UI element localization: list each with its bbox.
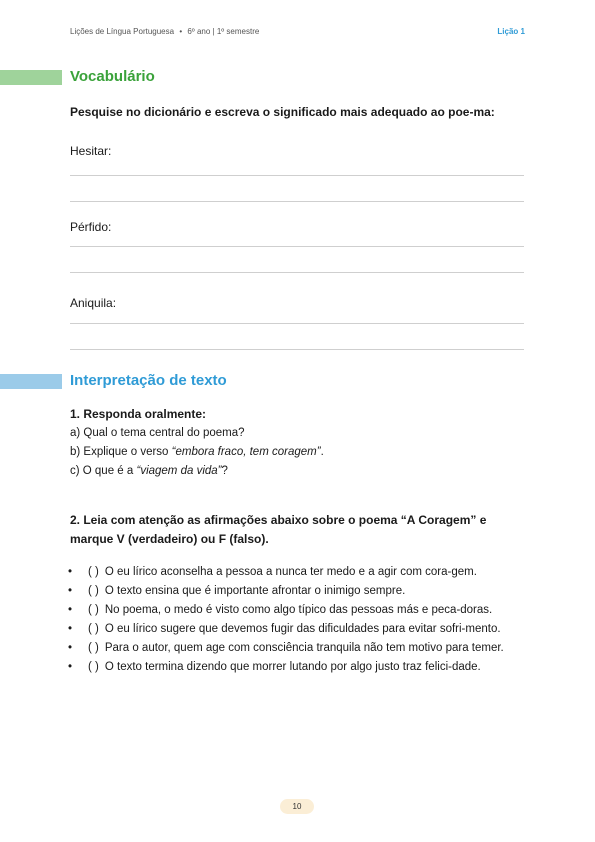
header-lesson: Lição 1 [497,27,525,36]
list-item [68,658,528,677]
question-1b [70,446,324,458]
answer-line[interactable] [70,323,524,324]
list-item [68,639,528,658]
answer-parentheses[interactable]: ( ) [88,661,99,673]
statement-text: O texto termina dizendo que morrer lutando por algo justo traz felici-dade. [104,661,481,673]
vocabulary-section-bar [0,70,62,85]
question-1b-text: b) Explique o verso [70,446,172,458]
question-1c [70,465,228,477]
statement-text: Para o autor, quem age com consciência tranquila não tem motivo para temer. [104,642,504,654]
question-1c-quote: “viagem da vida” [136,465,222,477]
answer-parentheses[interactable]: ( ) [88,566,99,578]
bullet-icon: • [68,566,73,578]
question-2-title: 2. Leia com atenção as afirmações abaixo sobre o poema “A Coragem” e marque V (verdadeiro) ou F (falso). [70,513,487,546]
vocabulary-instruction: Pesquise no dicionário e escreva o significado mais adequado ao poe-ma: [70,105,495,119]
answer-parentheses[interactable]: ( ) [88,604,99,616]
word-aniquila: Aniquila: [70,296,117,310]
answer-line[interactable] [70,272,524,273]
question-1b-quote: “embora fraco, tem coragem” [171,446,321,458]
answer-parentheses[interactable]: ( ) [88,623,99,635]
question-1a: a) Qual o tema central do poema? [70,427,245,439]
bullet-icon: • [68,642,73,654]
header-book-title: Lições de Língua Portuguesa [70,27,175,36]
page-header [70,27,525,39]
header-grade: 6º ano | 1º semestre [187,27,260,36]
statement-text: O eu lírico sugere que devemos fugir das dificuldades para evitar sofri-mento. [104,623,501,635]
interpretation-section-bar [0,374,62,389]
true-false-list [68,563,528,677]
answer-line[interactable] [70,175,524,176]
list-item [68,563,528,582]
answer-parentheses[interactable]: ( ) [88,585,99,597]
page-number: 10 [280,799,314,814]
bullet-icon: • [68,585,73,597]
question-1c-suffix: ? [221,465,228,477]
interpretation-section-title: Interpretação de texto [70,372,227,389]
statement-text: No poema, o medo é visto como algo típico das pessoas más e peca-doras. [104,604,493,616]
question-1b-suffix: . [320,446,324,458]
list-item [68,620,528,639]
list-item [68,582,528,601]
statement-text: O eu lírico aconselha a pessoa a nunca ter medo e a agir com cora-gem. [104,566,477,578]
question-1-title: 1. Responda oralmente: [70,407,207,421]
word-perfido: Pérfido: [70,220,112,234]
answer-line[interactable] [70,201,524,202]
header-separator: • [179,27,183,36]
bullet-icon: • [68,604,73,616]
question-1c-text: c) O que é a [70,465,137,477]
header-book-info [70,27,259,36]
bullet-icon: • [68,623,73,635]
answer-parentheses[interactable]: ( ) [88,642,99,654]
statement-text: O texto ensina que é importante afrontar o inimigo sempre. [104,585,406,597]
vocabulary-section-title: Vocabulário [70,68,155,85]
bullet-icon: • [68,661,73,673]
word-hesitar: Hesitar: [70,144,112,158]
answer-line[interactable] [70,246,524,247]
list-item [68,601,528,620]
answer-line[interactable] [70,349,524,350]
